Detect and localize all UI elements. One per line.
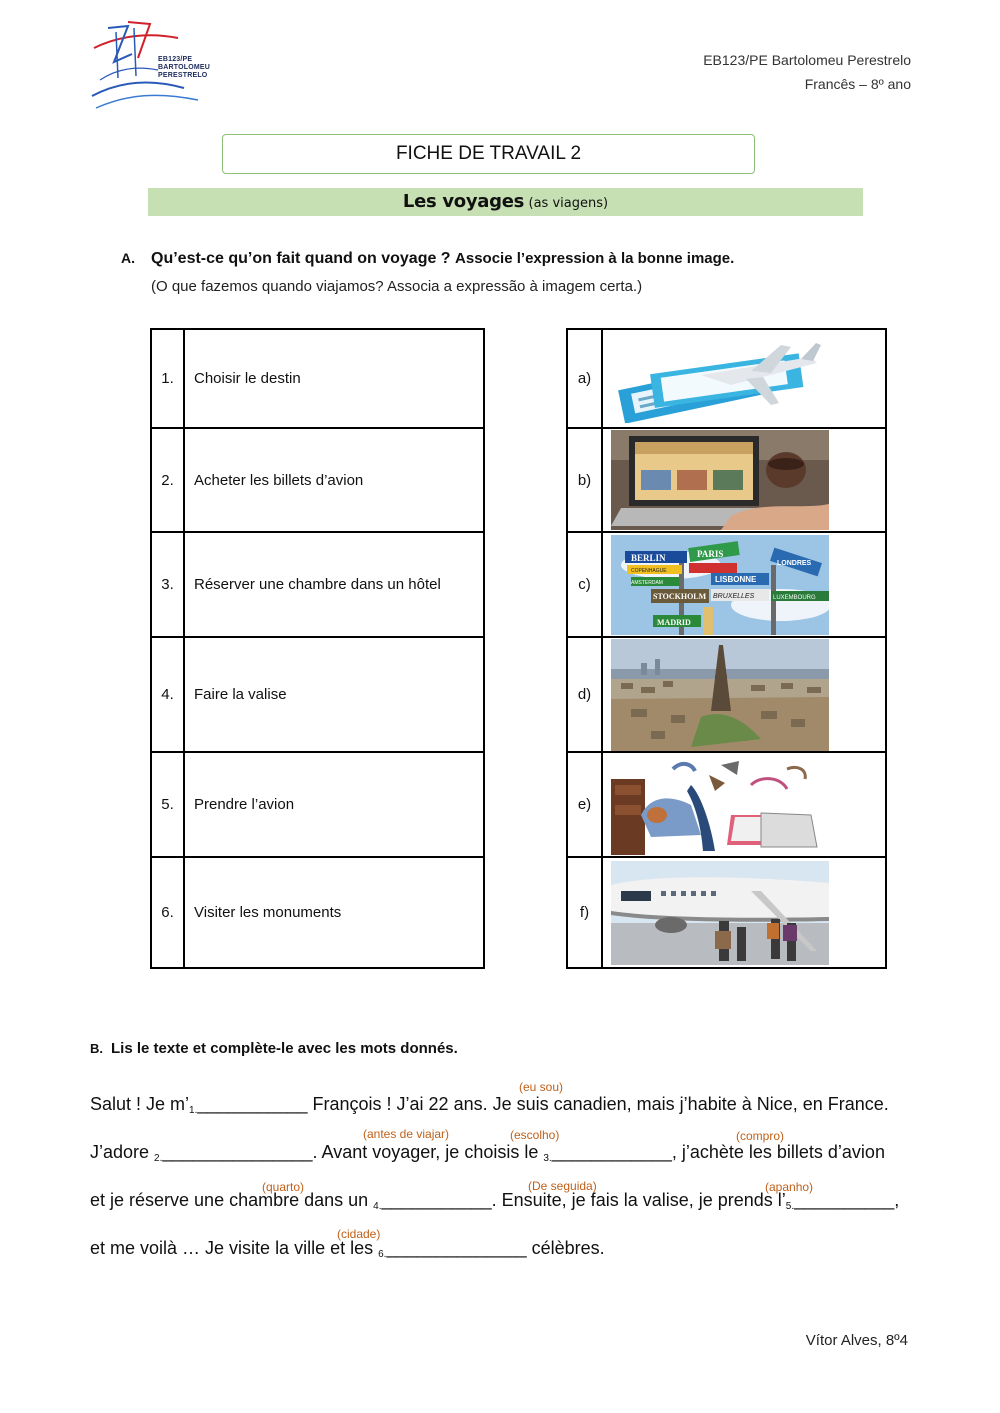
section-a-letter: A.: [121, 250, 135, 266]
section-a-translation: (O que fazemos quando viajamos? Associa a expressão à imagem certa.): [151, 278, 643, 295]
text-line-2: J’adore $_{2.}$_______________. Avant voyager, je choisis le $_{3.}$____________, j’achète les billets d’avion: [90, 1142, 885, 1164]
fill-blank[interactable]: ___________ François ! J’ai 22 ans. Je suis canadien, mais j’habite à Nice, en France.: [197, 1094, 889, 1114]
paris-cityscape-image: [611, 639, 829, 751]
blank-number: 3.: [543, 1153, 552, 1164]
expression-text: Prendre l’avion: [184, 752, 484, 857]
section-a-instruction: Associe l’expression à la bonne image.: [455, 250, 735, 267]
image-label: c): [567, 532, 602, 637]
image-label: a): [567, 329, 602, 428]
expression-row: [151, 428, 484, 532]
plane-tickets-image: [611, 335, 829, 423]
subtitle-bar: [148, 188, 863, 216]
expression-text: Visiter les monuments: [184, 857, 484, 968]
section-a-question: Qu’est-ce qu’on fait quand on voyage ?: [151, 250, 451, 267]
sign-londres: LONDRES: [777, 559, 812, 567]
gloss-quarto: (quarto): [262, 1180, 305, 1194]
packing-suitcase-image: [611, 755, 829, 855]
sign-berlin: BERLIN: [631, 552, 666, 563]
text-line-4: et me voilà … Je visite la ville et les $_{6.}$______________ célèbres.: [90, 1238, 605, 1260]
image-label: d): [567, 637, 602, 752]
boarding-airplane-image: [611, 861, 829, 965]
text-line-3: et je réserve une chambre dans un $_{4.}$___________. Ensuite, je fais la valise, je prends $l’_{5.}\_\_\_\_\_\_\_\_\_\_$,: [90, 1190, 900, 1212]
subtitle-main: Les voyages: [402, 191, 525, 212]
worksheet-title: FICHE DE TRAVAIL 2: [222, 134, 755, 174]
sign-stockholm: STOCKHOLM: [653, 591, 707, 601]
blank-number: 5.: [785, 1201, 795, 1212]
section-a-heading: [121, 250, 734, 268]
sign-paris: PARIS: [697, 548, 724, 559]
sign-copenhague: COPENHAGUE: [631, 567, 667, 574]
expression-text: Choisir le destin: [184, 329, 484, 428]
expression-row: [151, 857, 484, 968]
image-row: [567, 428, 886, 532]
author-signature: Vítor Alves, 8º4: [805, 1332, 908, 1349]
gloss-escolho: (escolho): [510, 1128, 560, 1142]
gloss-apanho: (apanho): [765, 1180, 814, 1194]
expression-text: Réserver une chambre dans un hôtel: [184, 532, 484, 637]
sign-amsterdam: AMSTERDAM: [631, 579, 663, 586]
fill-blank[interactable]: _______________. Avant voyager, je choisis le: [162, 1142, 544, 1162]
sign-bruxelles: BRUXELLES: [713, 592, 755, 600]
gloss-cidade: (cidade): [337, 1227, 381, 1241]
sign-luxembourg: LUXEMBOURG: [773, 594, 816, 601]
subject-grade: Francês – 8º ano: [804, 76, 911, 92]
section-b-instruction: Lis le texte et complète-le avec les mots donnés.: [111, 1040, 458, 1057]
gloss-antes-de-viajar: (antes de viajar): [363, 1127, 450, 1141]
image-row: [567, 857, 886, 968]
image-label: e): [567, 752, 602, 857]
gloss-de-seguida: (De seguida): [528, 1179, 597, 1193]
gloss-eu-sou: (eu sou): [519, 1080, 564, 1094]
images-table: [566, 328, 887, 969]
logo-text: EB123/PE BARTOLOMEU PERESTRELO: [158, 56, 211, 79]
expression-number: 4.: [151, 637, 184, 752]
sign-madrid: MADRID: [657, 617, 691, 627]
school-header: [703, 48, 911, 96]
expression-row: [151, 637, 484, 752]
expressions-table: [150, 328, 485, 969]
blank-number: 1.: [189, 1105, 198, 1116]
blank-number: 6.: [378, 1249, 387, 1260]
expression-number: 5.: [151, 752, 184, 857]
expression-row: [151, 532, 484, 637]
expression-number: 3.: [151, 532, 184, 637]
laptop-hotel-booking-image: [611, 430, 829, 530]
section-b-letter: B.: [90, 1041, 103, 1056]
expression-row: [151, 752, 484, 857]
image-row: [567, 752, 886, 857]
expression-text: Acheter les billets d’avion: [184, 428, 484, 532]
section-b-heading: [90, 1040, 458, 1057]
school-logo: [88, 18, 220, 116]
expression-number: 1.: [151, 329, 184, 428]
fill-blank[interactable]: ______________ célèbres.: [386, 1238, 605, 1258]
image-label: b): [567, 428, 602, 532]
text-line-1: Salut ! Je $m’_{1.}\_\_\_\_\_\_\_\_\_\_\_$ François ! J’ai 22 ans. Je suis canadien, mais j’habite à Nice, en France.: [90, 1094, 889, 1116]
expression-text: Faire la valise: [184, 637, 484, 752]
image-row: [567, 532, 886, 637]
city-signpost-image: [611, 535, 829, 635]
fill-blank[interactable]: ____________, j’achète les billets d’avion: [551, 1142, 885, 1162]
school-name: EB123/PE Bartolomeu Perestrelo: [703, 52, 911, 68]
expression-number: 2.: [151, 428, 184, 532]
gloss-compro: (compro): [736, 1129, 785, 1143]
blank-number: 4.: [373, 1201, 382, 1212]
expression-number: 6.: [151, 857, 184, 968]
image-label: f): [567, 857, 602, 968]
sign-lisbonne: LISBONNE: [715, 574, 757, 584]
fill-blank[interactable]: ___________. Ensuite, je fais la valise, je prends l’: [381, 1190, 786, 1210]
blank-number: 2.: [154, 1153, 163, 1164]
expression-row: [151, 329, 484, 428]
fill-blank[interactable]: __________,: [794, 1190, 900, 1210]
image-row: [567, 329, 886, 428]
subtitle-translation: (as viagens): [528, 196, 609, 211]
image-row: [567, 637, 886, 752]
